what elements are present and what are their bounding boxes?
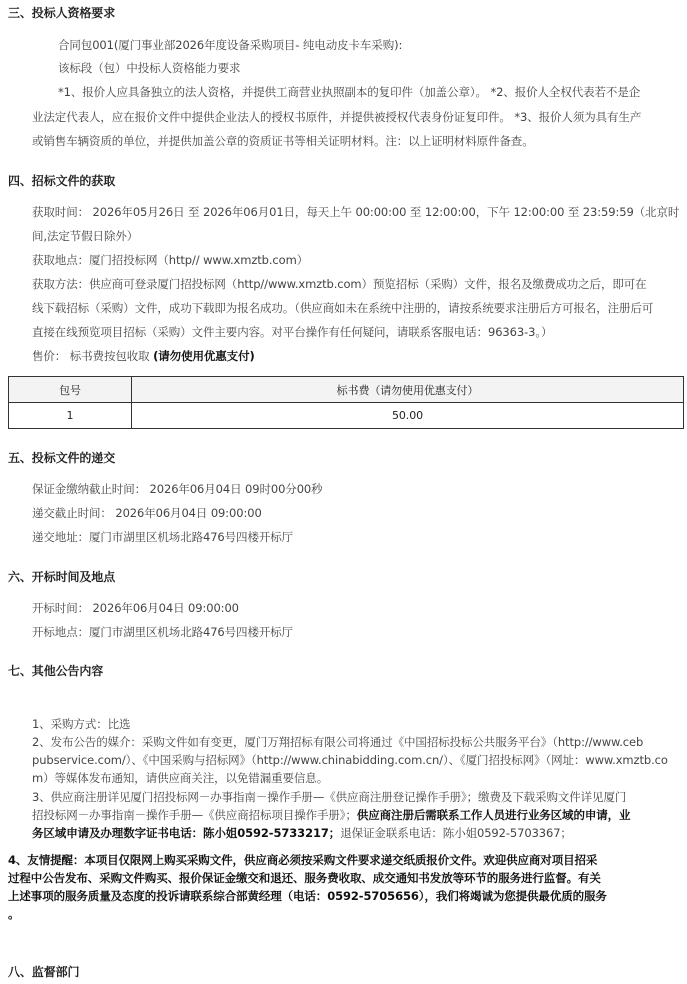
section-5-heading: 五、投标文件的递交 — [8, 451, 116, 465]
deposit-deadline: 保证金缴纳截止时间： 2026年06月04日 09时00分00秒 — [32, 482, 323, 496]
other-item-2-line-1: 2、发布公告的媒介：采购文件如有变更，厦门万翔招标有限公司将通过《中国招标投标公共服务平台》（http://www.ceb — [32, 735, 644, 749]
other-item-3-line-3 — [32, 825, 572, 841]
section-3-heading: 三、投标人资格要求 — [8, 6, 116, 20]
price-line — [32, 348, 255, 364]
other-item-3-line-2 — [32, 807, 630, 823]
qualification-line-1: *1、报价人应具备独立的法人资格，并提供工商营业执照副本的复印件（加盖公章）。 *2、报价人全权代表若不是企 — [58, 85, 641, 99]
qualification-line-2: 业法定代表人，应在报价文件中提供企业法人的授权书原件，并提供被授权代表身份证复印件。 *3、报价人须为具有生产 — [32, 110, 642, 124]
other-item-4-line-3: 上述事项的服务质量及态度的投诉请联系综合部黄经理（电话：0592-5705656），我们将竭诚为您提供最优质的服务 — [8, 889, 607, 903]
lot-number-cell: 1 — [9, 403, 132, 429]
fee-cell: 50.00 — [132, 403, 684, 429]
section-8-heading: 八、监督部门 — [8, 965, 80, 979]
other-item-4-line-4: 。 — [8, 907, 20, 921]
other-item-4-line-2: 过程中公告发布、采购文件购买、报价保证金缴交和退还、服务费收取、成交通知书发放等环节的服务进行监督。有关 — [8, 871, 601, 885]
submit-address: 递交地址：厦门市湖里区机场北路476号四楼开标厅 — [32, 530, 294, 544]
other-item-1: 1、采购方式：比选 — [32, 717, 131, 731]
column-header-fee: 标书费（请勿使用优惠支付） — [132, 377, 684, 403]
table-header-row — [9, 377, 684, 403]
price-label: 售价： 标书费按包收取 — [32, 349, 150, 363]
column-header-lot: 包号 — [9, 377, 132, 403]
submit-deadline: 递交截止时间： 2026年06月04日 09:00:00 — [32, 506, 262, 520]
item-3-line-2-bold: 供应商注册后需联系工作人员进行业务区域的申请，业 — [356, 808, 631, 822]
section-7-heading: 七、其他公告内容 — [8, 664, 104, 678]
other-item-3-line-1: 3、供应商注册详见厦门招投标网－办事指南－操作手册—《供应商注册登记操作手册》；缴费及下载采购文件详见厦门 — [32, 790, 627, 804]
acquire-time-line-1: 获取时间： 2026年05月26日 至 2026年06月01日，每天上午 00:00:00 至 12:00:00，下午 12:00:00 至 23:59:59（北京时 — [32, 205, 680, 219]
item-3-line-3-bold: 务区域申请及办理数字证书电话：陈小姐0592-5733217； — [32, 826, 341, 840]
opening-time: 开标时间： 2026年06月04日 09:00:00 — [32, 601, 239, 615]
item-3-line-3-normal: 退保证金联系电话：陈小姐0592-5703367； — [340, 826, 572, 840]
table-row — [9, 403, 684, 429]
fee-table — [8, 376, 684, 429]
other-item-2-line-3: m）等媒体发布通知，请供应商关注，以免错漏重要信息。 — [32, 771, 329, 785]
acquire-method-line-3: 直接在线预览项目招标（采购）文件主要内容。对平台操作有任何疑问，请联系客服电话：96363-3。） — [32, 325, 553, 339]
acquire-place: 获取地点：厦门招投标网（http// www.xmztb.com） — [32, 253, 309, 267]
acquire-time-line-2: 间,法定节假日除外） — [32, 229, 139, 243]
other-item-4-line-1: 4、友情提醒：本项目仅限网上购买采购文件，供应商必须按采购文件要求递交纸质报价文件。欢迎供应商对项目招采 — [8, 853, 598, 867]
section-4-heading: 四、招标文件的获取 — [8, 174, 116, 188]
opening-place: 开标地点：厦门市湖里区机场北路476号四楼开标厅 — [32, 625, 294, 639]
other-item-2-line-2: pubservice.com/）、《中国采购与招标网》（http://www.chinabidding.com.cn/）、《厦门招投标网》（网址：www.xmztb.co — [32, 753, 668, 767]
section-6-heading: 六、开标时间及地点 — [8, 570, 116, 584]
price-note: (请勿使用优惠支付) — [153, 349, 255, 363]
lot-title: 合同包001(厦门事业部2026年度设备采购项目- 纯电动皮卡车采购): — [58, 38, 403, 52]
item-3-line-2-normal: 招投标网－办事指南－操作手册—《供应商招标项目操作手册》； — [32, 808, 357, 822]
acquire-method-line-2: 线下载招标（采购）文件，成功下载即为报名成功。（供应商如未在系统中注册的，请按系统要求注册后方可报名，注册后可 — [32, 301, 654, 315]
acquire-method-line-1: 获取方法：供应商可登录厦门招投标网（http//www.xmztb.com）预览招标（采购）文件，报名及缴费成功之后，即可在 — [32, 277, 647, 291]
qualification-line-3: 或销售车辆资质的单位，并提供加盖公章的资质证书等相关证明材料。注：以上证明材料原件备查。 — [32, 134, 534, 148]
qualification-subtitle: 该标段（包）中投标人资格能力要求 — [58, 61, 241, 75]
